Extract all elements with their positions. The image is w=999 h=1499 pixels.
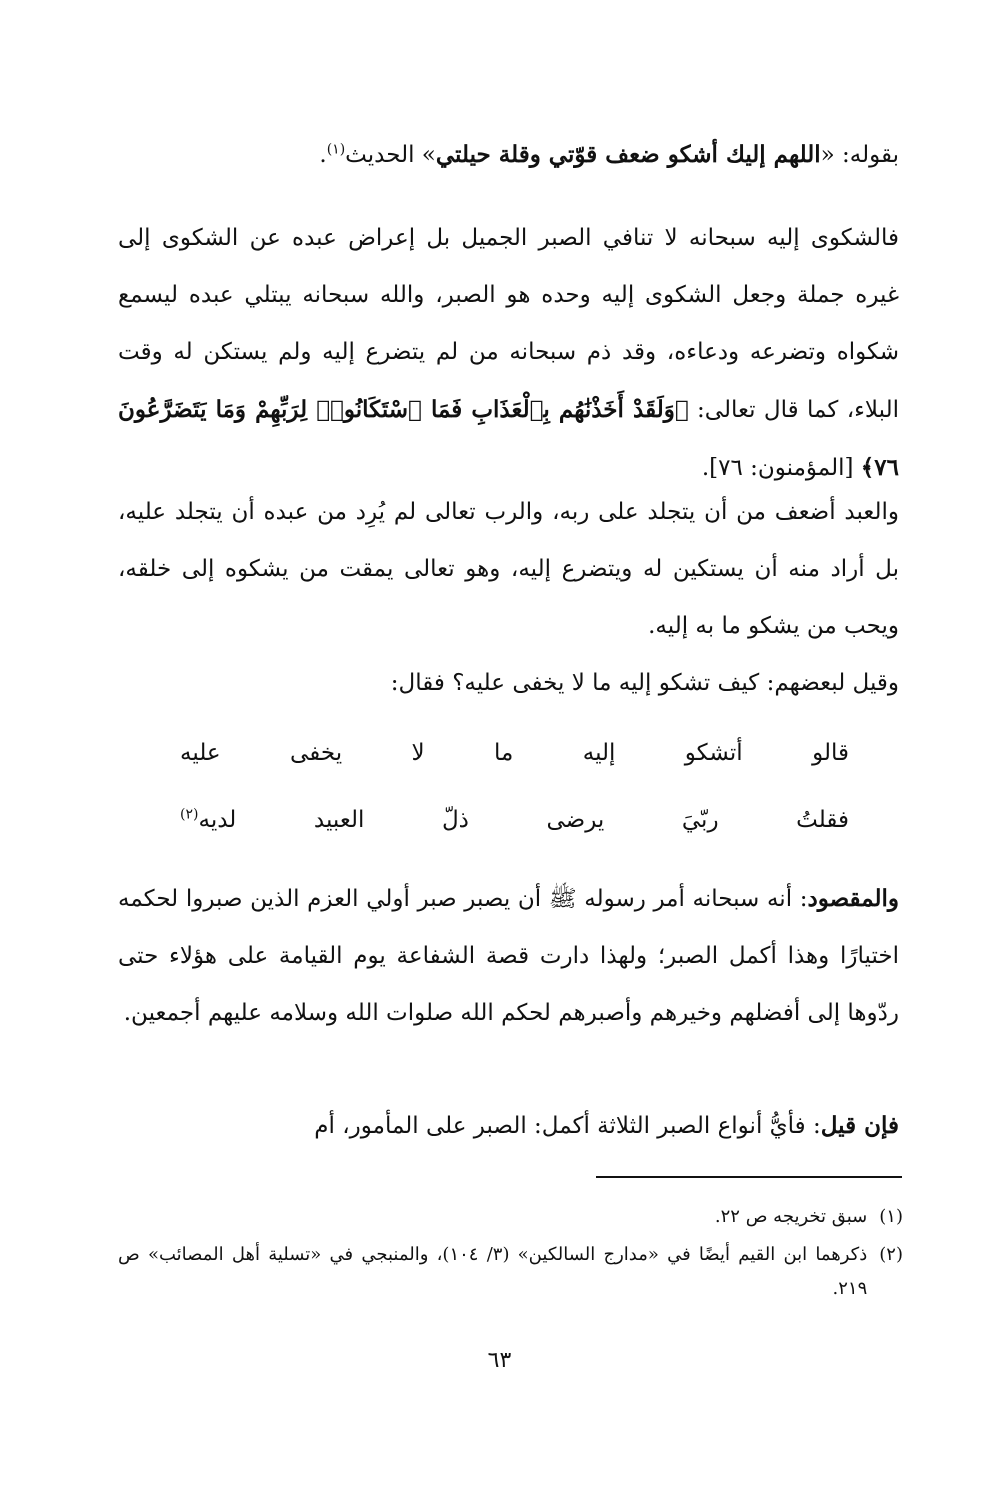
p5-text: : أنه سبحانه أمر رسوله ﷺ أن يصبر صبر أولي العزم الذين صبروا لحكمه اختيارًا وهذا أكمل الصبر؛ ولهذا دارت قصة الشفاعة يوم القيامة على هؤلاء حتى ردّوها إلى أفضلهم وخيرهم وأصبرهم لحكم الله صلوات الله وسلامه عليهم أجمعين. [118,886,899,1026]
footnote-text: سبق تخريجه ص ٢٢. [714,1206,868,1227]
poem-word: لديه [198,807,237,833]
footnote-number: (١) [879,1206,903,1227]
page-number: ٦٣ [487,1348,512,1373]
poem-word: يخفى [290,740,343,766]
footnote-text: ذكرهما ابن القيم أيضًا في «مدارج السالكين» (٣/ ١٠٤)، والمنبجي في «تسلية أهل المصائب» ص ٢١٩. [118,1244,868,1299]
poem-word: فقلتُ [796,807,849,833]
p2-text: فالشكوى إليه سبحانه لا تنافي الصبر الجميل بل إعراض عبده عن الشكوى إلى غيره جملة وجعل الشكوى إليه وحده هو الصبر، والله سبحانه يبتلي عبده ليسمع شكواه وتضرعه ودعاءه، وقد ذم سبحانه من لم يتضرع إليه ولم يستكن له وقت البلاء، كما قال تعالى: [118,225,899,423]
poem-line-2 [180,800,849,840]
poem-word: إليه [582,740,616,766]
p1-tail: » الحديث [345,142,436,168]
poem-word: ما [494,740,514,766]
poem-word: العبيد [313,807,365,833]
footnote-ref-2[interactable]: (٢) [180,806,199,823]
paragraph-5 [118,870,899,1042]
footnote-divider [596,1176,902,1178]
poem-word: يرضى [546,807,605,833]
poem-word: ذلّ [441,807,469,833]
footnote-1 [118,1200,903,1234]
p1-end: . [319,142,327,168]
p6-text: : فأيُّ أنواع الصبر الثلاثة أكمل: الصبر على المأمور، أم [314,1113,821,1139]
poem-word: قالو [812,740,849,766]
paragraph-1 [118,126,899,184]
p6-lead-bold: فإن قيل [820,1112,899,1139]
p5-lead-bold: والمقصود [807,885,899,912]
footnote-number: (٢) [879,1244,903,1265]
poem-word: لا [411,740,425,766]
paragraph-2 [118,210,899,497]
paragraph-3: والعبد أضعف من أن يتجلد على ربه، والرب تعالى لم يُرِد من عبده أن يتجلد عليه، بل أراد منه أن يستكين له ويتضرع إليه، وهو تعالى يمقت من يشكوه إلى خلقه، ويحب من يشكو ما به إليه. [118,499,899,639]
verse-citation: [المؤمنون: ٧٦]. [701,455,861,481]
poem-line-1 [180,733,849,773]
poem-word: أتشكو [684,740,743,766]
poem-word: ربّيَ [681,807,719,833]
p1-lead: بقوله: « [820,142,899,168]
footnote-ref-1[interactable]: (١) [326,141,346,158]
paragraph-4: وقيل لبعضهم: كيف تشكو إليه ما لا يخفى عليه؟ فقال: [390,670,899,696]
poem-word: عليه [180,740,221,766]
p1-hadith-quote: اللهم إليك أشكو ضعف قوّتي وقلة حيلتي [435,141,821,168]
footnote-2 [118,1238,903,1306]
quran-verse: ﴿وَلَقَدْ أَخَذْنَٰهُم بِٱلْعَذَابِ فَمَا ٱسْتَكَانُوا۟ لِرَبِّهِمْ وَمَا يَتَضَرَّعُونَ ٧٦﴾ [118,396,899,481]
paragraph-6 [118,1097,899,1155]
poem-word-last [180,800,236,840]
